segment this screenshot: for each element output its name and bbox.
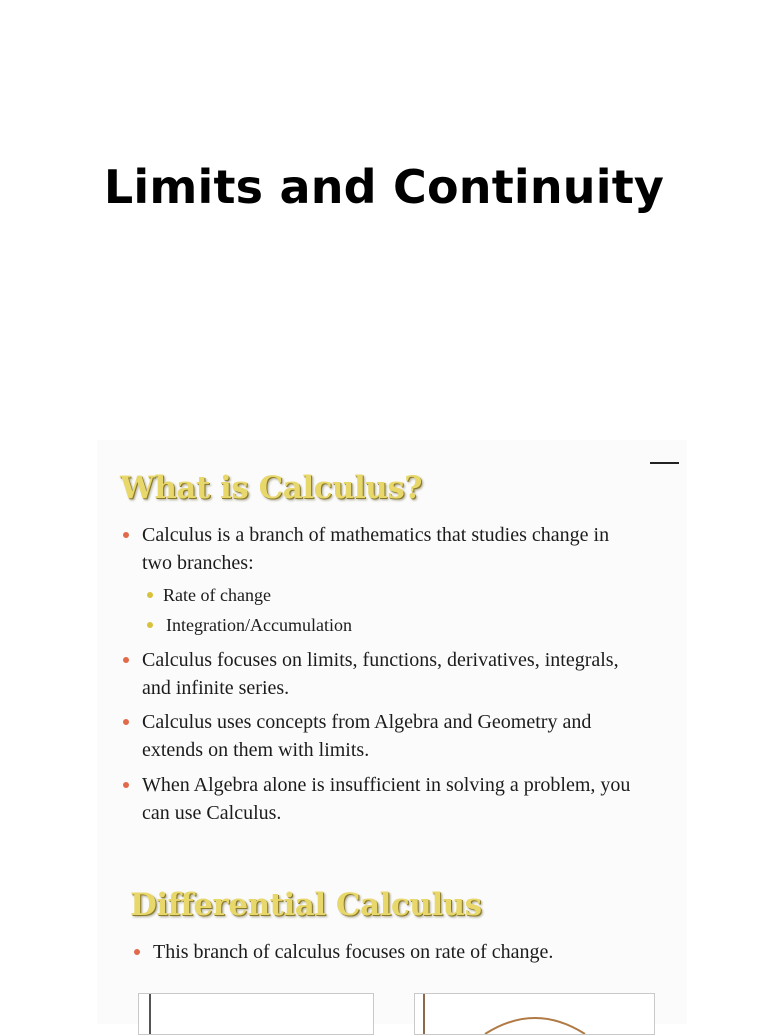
page-title: Limits and Continuity (103, 160, 665, 214)
sub-bullet-item (166, 613, 352, 637)
bullet-item (142, 708, 591, 764)
bullet-text-line: When Algebra alone is insufficient in solving a problem, you (142, 774, 631, 796)
bullet-text-line: This branch of calculus focuses on rate of change. (153, 941, 554, 963)
bullet-dot-icon (123, 657, 129, 663)
bullet-item (153, 938, 553, 966)
sub-bullet-dot-icon (147, 622, 153, 628)
bullet-dot-icon (134, 949, 140, 955)
graph-image-right (414, 993, 655, 1035)
bullet-item (142, 646, 619, 702)
curve-graphic (415, 994, 654, 1034)
bullet-text-line: can use Calculus. (142, 802, 282, 824)
title-page (0, 0, 768, 430)
sub-bullet-item (163, 583, 271, 607)
slide-divider (650, 462, 679, 464)
sub-bullet-dot-icon (147, 592, 153, 598)
sub-bullet-text: Rate of change (163, 585, 271, 605)
bullet-text-line: extends on them with limits. (142, 739, 370, 761)
sub-bullet-text: Integration/Accumulation (166, 615, 352, 635)
graph-axis-line (149, 994, 151, 1034)
bullet-text-line: and infinite series. (142, 677, 290, 699)
bullet-text-line: Calculus uses concepts from Algebra and Geometry and (142, 711, 592, 733)
bullet-text-line: Calculus focuses on limits, functions, derivatives, integrals, (142, 649, 619, 671)
bullet-item (142, 771, 630, 827)
bullet-dot-icon (123, 532, 129, 538)
bullet-dot-icon (123, 719, 129, 725)
bullet-text-line: two branches: (142, 552, 254, 574)
bullet-dot-icon (123, 782, 129, 788)
slide-heading-differential-calculus: Differential Calculus (130, 887, 482, 923)
graph-image-left (138, 993, 374, 1035)
slide-heading-what-is-calculus: What is Calculus? (120, 470, 422, 506)
bullet-item (142, 521, 609, 577)
bullet-text-line: Calculus is a branch of mathematics that studies change in (142, 524, 610, 546)
